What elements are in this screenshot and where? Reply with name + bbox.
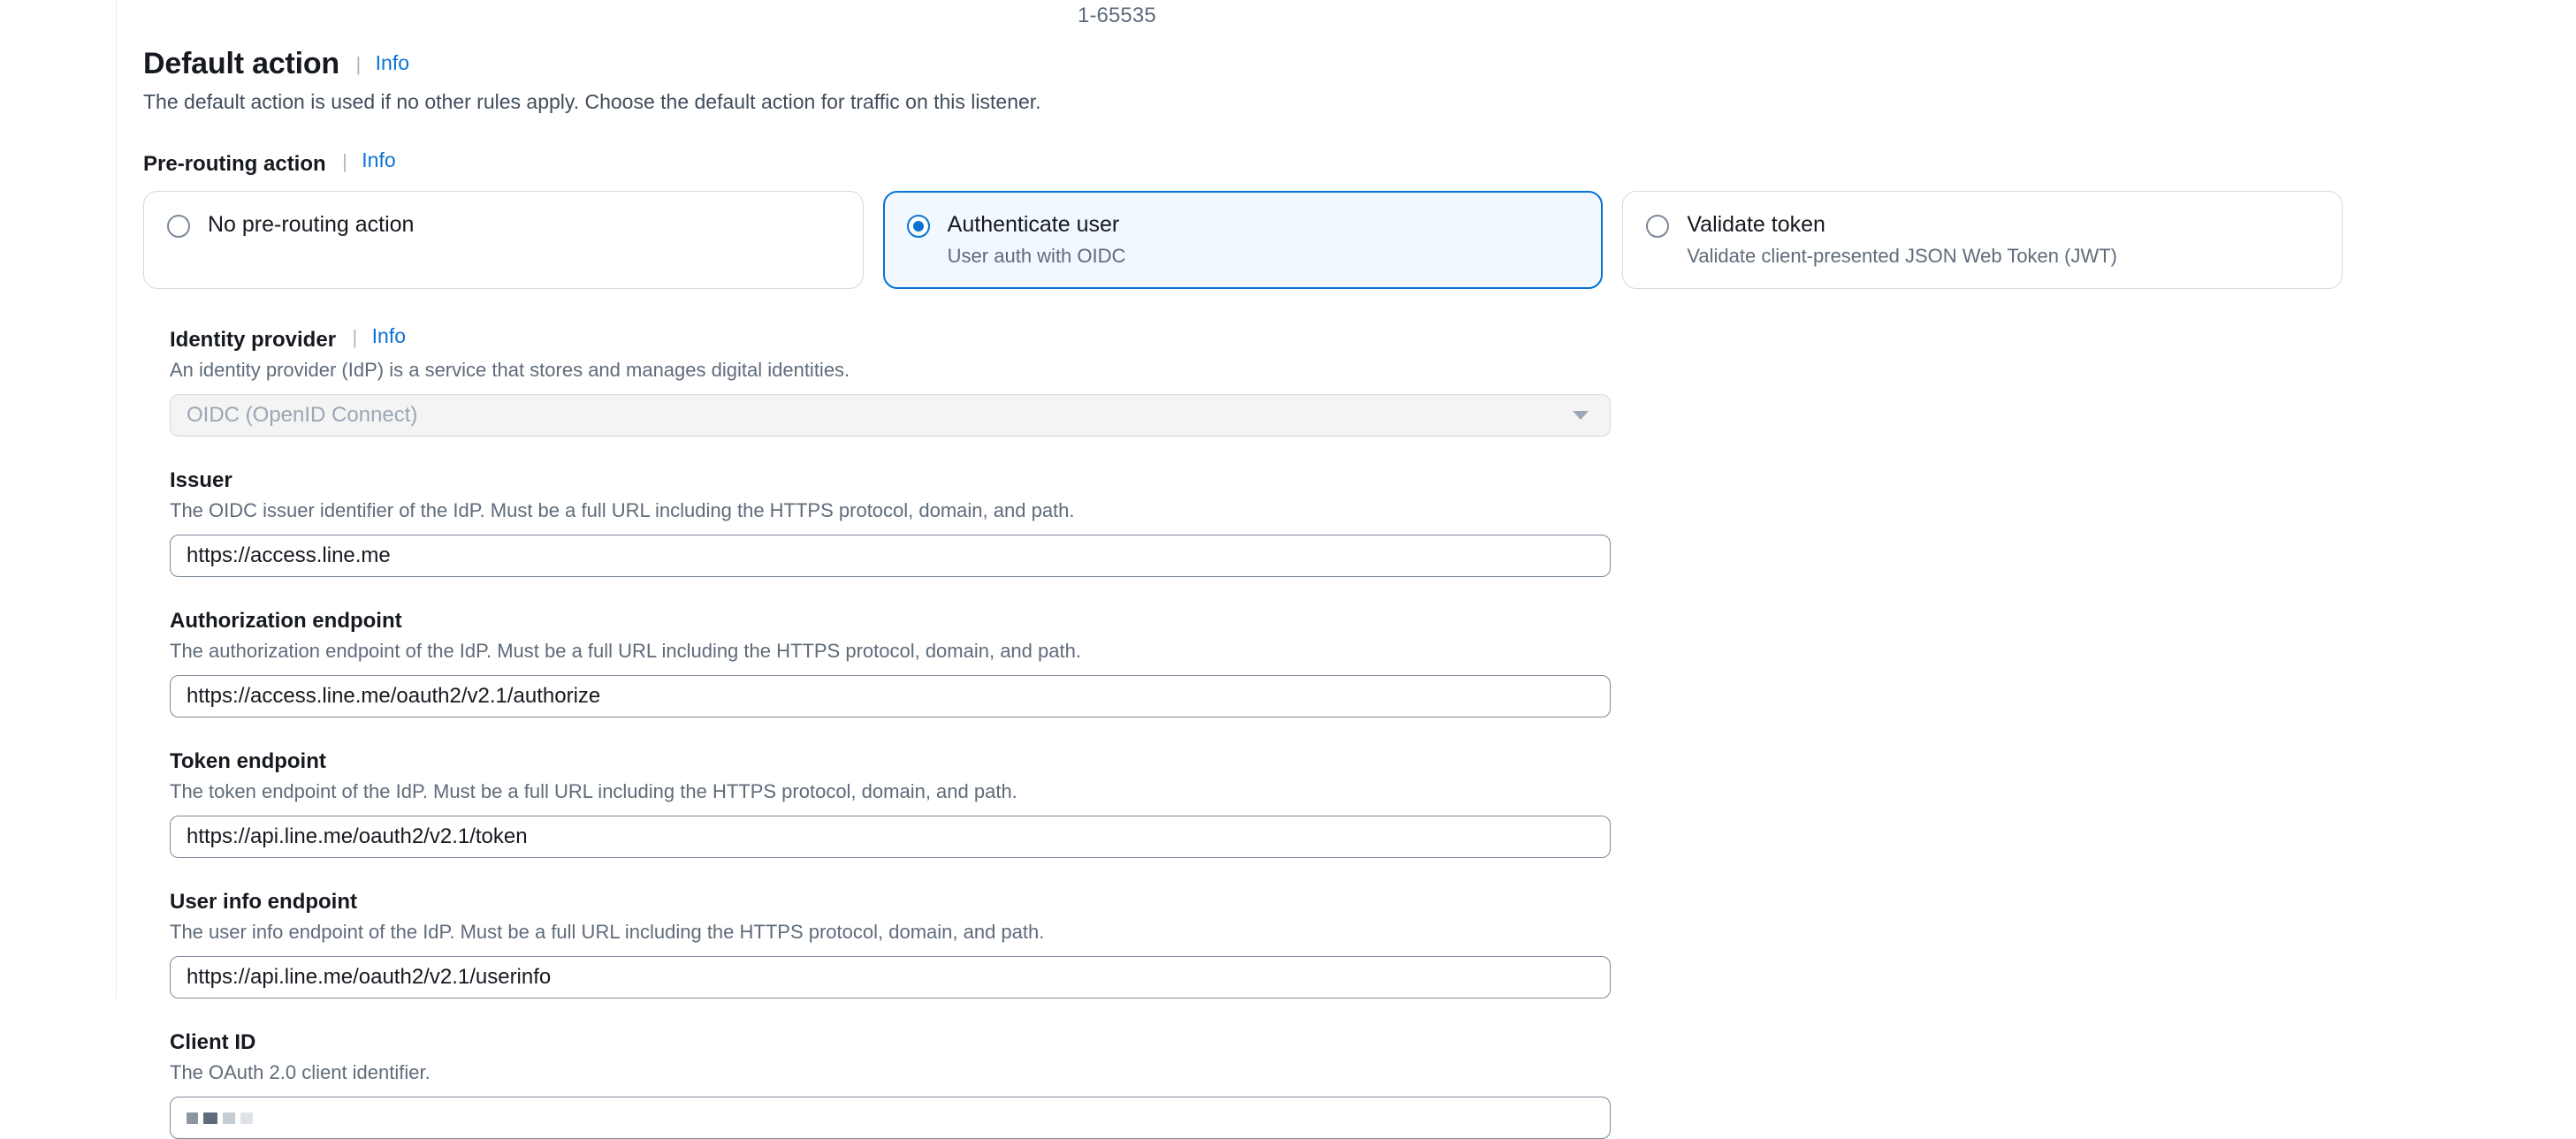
identity-provider-group [170, 324, 2353, 437]
pre-routing-heading-row [143, 148, 2353, 177]
token-endpoint-input[interactable]: https://api.line.me/oauth2/v2.1/token [170, 816, 1611, 858]
issuer-label: Issuer [170, 468, 232, 492]
identity-provider-heading-row [170, 324, 2353, 353]
authorization-endpoint-description: The authorization endpoint of the IdP. Must be a full URL including the HTTPS protocol, domain, and path. [170, 640, 1081, 662]
identity-provider-info-link[interactable]: Info [371, 324, 407, 347]
client-id-label: Client ID [170, 1030, 256, 1054]
option-title: Validate token [1687, 212, 1825, 237]
pre-routing-label: Pre-routing action [143, 152, 326, 176]
default-action-section [143, 46, 2353, 1139]
default-action-info-link[interactable]: Info [375, 51, 410, 74]
authorization-endpoint-input[interactable]: https://access.line.me/oauth2/v2.1/authorize [170, 675, 1611, 718]
token-endpoint-description: The token endpoint of the IdP. Must be a full URL including the HTTPS protocol, domain, and path. [170, 780, 1017, 802]
option-authenticate-user[interactable] [883, 191, 1604, 289]
field-token-endpoint [170, 749, 2353, 858]
port-range-hint: 1-65535 [1078, 4, 1156, 27]
issuer-input[interactable]: https://access.line.me [170, 535, 1611, 577]
client-id-description: The OAuth 2.0 client identifier. [170, 1061, 431, 1083]
page-title: Default action [143, 47, 340, 80]
radio-icon[interactable] [907, 215, 930, 238]
section-heading-row [143, 46, 2353, 81]
identity-provider-separator: | [352, 326, 358, 348]
heading-separator: | [355, 53, 362, 75]
field-user-info-endpoint [170, 890, 2353, 999]
default-action-description: The default action is used if no other rules apply. Choose the default action for traffic on this listener. [143, 90, 1041, 113]
identity-provider-select[interactable] [170, 394, 1611, 437]
identity-provider-description: An identity provider (IdP) is a service that stores and manages digital identities. [170, 359, 850, 381]
option-subtitle: User auth with OIDC [947, 245, 1126, 267]
pre-routing-separator: | [342, 150, 347, 172]
option-title: No pre-routing action [208, 212, 415, 237]
field-client-id [170, 1030, 2353, 1139]
option-subtitle: Validate client-presented JSON Web Token (JWT) [1687, 245, 2117, 267]
radio-icon[interactable] [167, 215, 190, 238]
field-issuer [170, 468, 2353, 577]
user-info-endpoint-label: User info endpoint [170, 890, 357, 914]
option-validate-token[interactable] [1622, 191, 2343, 289]
option-title: Authenticate user [947, 212, 1120, 237]
option-no-pre-routing-action[interactable] [143, 191, 864, 289]
right-divider [2378, 0, 2379, 999]
issuer-description: The OIDC issuer identifier of the IdP. Must be a full URL including the HTTPS protocol, domain, and path. [170, 499, 1075, 521]
authorization-endpoint-label: Authorization endpoint [170, 609, 402, 633]
user-info-endpoint-description: The user info endpoint of the IdP. Must be a full URL including the HTTPS protocol, domain, and path. [170, 921, 1045, 943]
pre-routing-info-link[interactable]: Info [362, 148, 396, 171]
identity-provider-selected-value: OIDC (OpenID Connect) [187, 403, 418, 427]
user-info-endpoint-input[interactable]: https://api.line.me/oauth2/v2.1/userinfo [170, 956, 1611, 999]
left-divider [116, 0, 117, 999]
radio-icon[interactable] [1646, 215, 1669, 238]
redacted-value-icon [187, 1097, 253, 1138]
field-authorization-endpoint [170, 609, 2353, 718]
token-endpoint-label: Token endpoint [170, 749, 326, 773]
chevron-down-icon [1573, 411, 1589, 420]
client-id-input[interactable] [170, 1097, 1611, 1139]
identity-provider-label: Identity provider [170, 328, 337, 352]
pre-routing-action-options [143, 191, 2343, 289]
